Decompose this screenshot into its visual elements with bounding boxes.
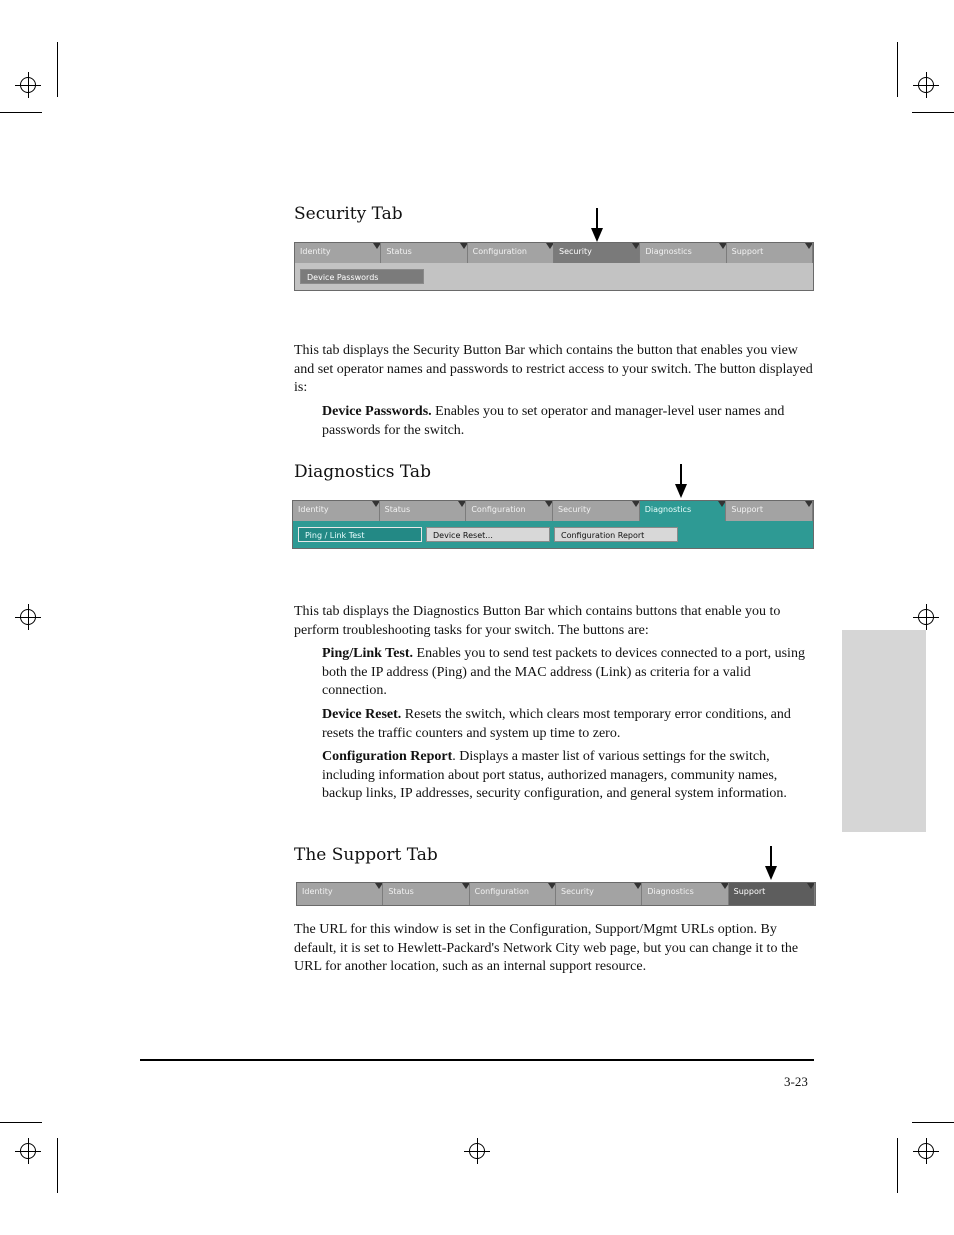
crop-mark xyxy=(57,42,58,97)
registration-mark-icon xyxy=(15,604,41,630)
item-term: Ping/Link Test. xyxy=(322,646,414,661)
tab-diagnostics[interactable]: Diagnostics xyxy=(642,883,728,905)
tab-support[interactable]: Support xyxy=(729,883,815,905)
crop-mark xyxy=(912,1122,954,1123)
tab-support[interactable]: Support xyxy=(726,501,813,521)
registration-mark-icon xyxy=(913,72,939,98)
item-term: Device Reset. xyxy=(322,707,402,722)
tab-diagnostics[interactable]: Diagnostics xyxy=(640,501,727,521)
ping-link-test-button[interactable]: Ping / Link Test xyxy=(298,527,422,542)
security-tab-screenshot xyxy=(294,242,814,291)
crop-mark xyxy=(0,1122,42,1123)
tab-security[interactable]: Security xyxy=(553,501,640,521)
registration-mark-icon xyxy=(464,1138,490,1164)
tab-security[interactable]: Security xyxy=(556,883,642,905)
tab-status[interactable]: Status xyxy=(381,243,467,263)
tab-identity[interactable]: Identity xyxy=(297,883,383,905)
diagnostics-tab-screenshot xyxy=(292,500,814,549)
item-term: Configuration Report xyxy=(322,749,453,764)
device-passwords-button[interactable]: Device Passwords xyxy=(300,269,424,284)
tab-status[interactable]: Status xyxy=(383,883,469,905)
security-description: This tab displays the Security Button Bar which contains the button that enables you view and set operator names and passwords to restrict access to your switch. The button displayed is: xyxy=(294,343,813,396)
arrow-down-icon xyxy=(675,464,687,498)
item-term: Device Passwords. xyxy=(322,404,432,419)
registration-mark-icon xyxy=(15,1138,41,1164)
registration-mark-icon xyxy=(15,72,41,98)
item-text: Resets the switch, which clears most temporary error conditions, and resets the traffic counters and system up time to zero. xyxy=(322,707,791,741)
item-text: Enables you to send test packets to devices connected to a port, using both the IP address (Ping) and the MAC address (Link) as criteria for a valid connection. xyxy=(322,646,805,699)
security-tab-heading: Security Tab xyxy=(294,204,403,224)
item-text: Enables you to set operator and manager-level user names and passwords for the switch. xyxy=(322,404,785,438)
tab-configuration[interactable]: Configuration xyxy=(470,883,556,905)
crop-mark xyxy=(57,1138,58,1193)
diagnostics-tab-heading: Diagnostics Tab xyxy=(294,462,431,482)
tab-configuration[interactable]: Configuration xyxy=(468,243,554,263)
crop-mark xyxy=(897,1138,898,1193)
list-item xyxy=(322,403,816,440)
list-item xyxy=(322,748,816,804)
tab-security[interactable]: Security xyxy=(554,243,640,263)
arrow-down-icon xyxy=(765,846,777,880)
support-tab-heading: The Support Tab xyxy=(294,845,438,865)
arrow-down-icon xyxy=(591,208,603,242)
list-item xyxy=(322,645,816,701)
tab-support[interactable]: Support xyxy=(727,243,813,263)
support-tab-screenshot xyxy=(296,882,816,906)
footer-rule xyxy=(140,1059,814,1061)
tab-diagnostics[interactable]: Diagnostics xyxy=(640,243,726,263)
configuration-report-button[interactable]: Configuration Report xyxy=(554,527,678,542)
device-reset-button[interactable]: Device Reset... xyxy=(426,527,550,542)
tab-identity[interactable]: Identity xyxy=(293,501,380,521)
diagnostics-description: This tab displays the Diagnostics Button Bar which contains buttons that enable you to perform troubleshooting tasks for your switch. The buttons are: xyxy=(294,604,781,638)
crop-mark xyxy=(912,112,954,113)
page-number: 3-23 xyxy=(784,1074,808,1089)
tab-status[interactable]: Status xyxy=(380,501,467,521)
registration-mark-icon xyxy=(913,1138,939,1164)
registration-mark-icon xyxy=(913,604,939,630)
tab-configuration[interactable]: Configuration xyxy=(466,501,553,521)
item-text: . Displays a master list of various settings for the switch, including information about port status, authorized managers, community names, backup links, IP addresses, security configuration, and general system information. xyxy=(322,749,787,802)
tab-identity[interactable]: Identity xyxy=(295,243,381,263)
crop-mark xyxy=(0,112,42,113)
support-description: The URL for this window is set in the Configuration, Support/Mgmt URLs option. By default, it is set to Hewlett-Packard's Network City web page, but you can change it to the URL for another location, such as an internal support resource. xyxy=(294,922,799,975)
list-item xyxy=(322,706,816,743)
crop-mark xyxy=(897,42,898,97)
chapter-thumb-tab xyxy=(842,630,926,832)
